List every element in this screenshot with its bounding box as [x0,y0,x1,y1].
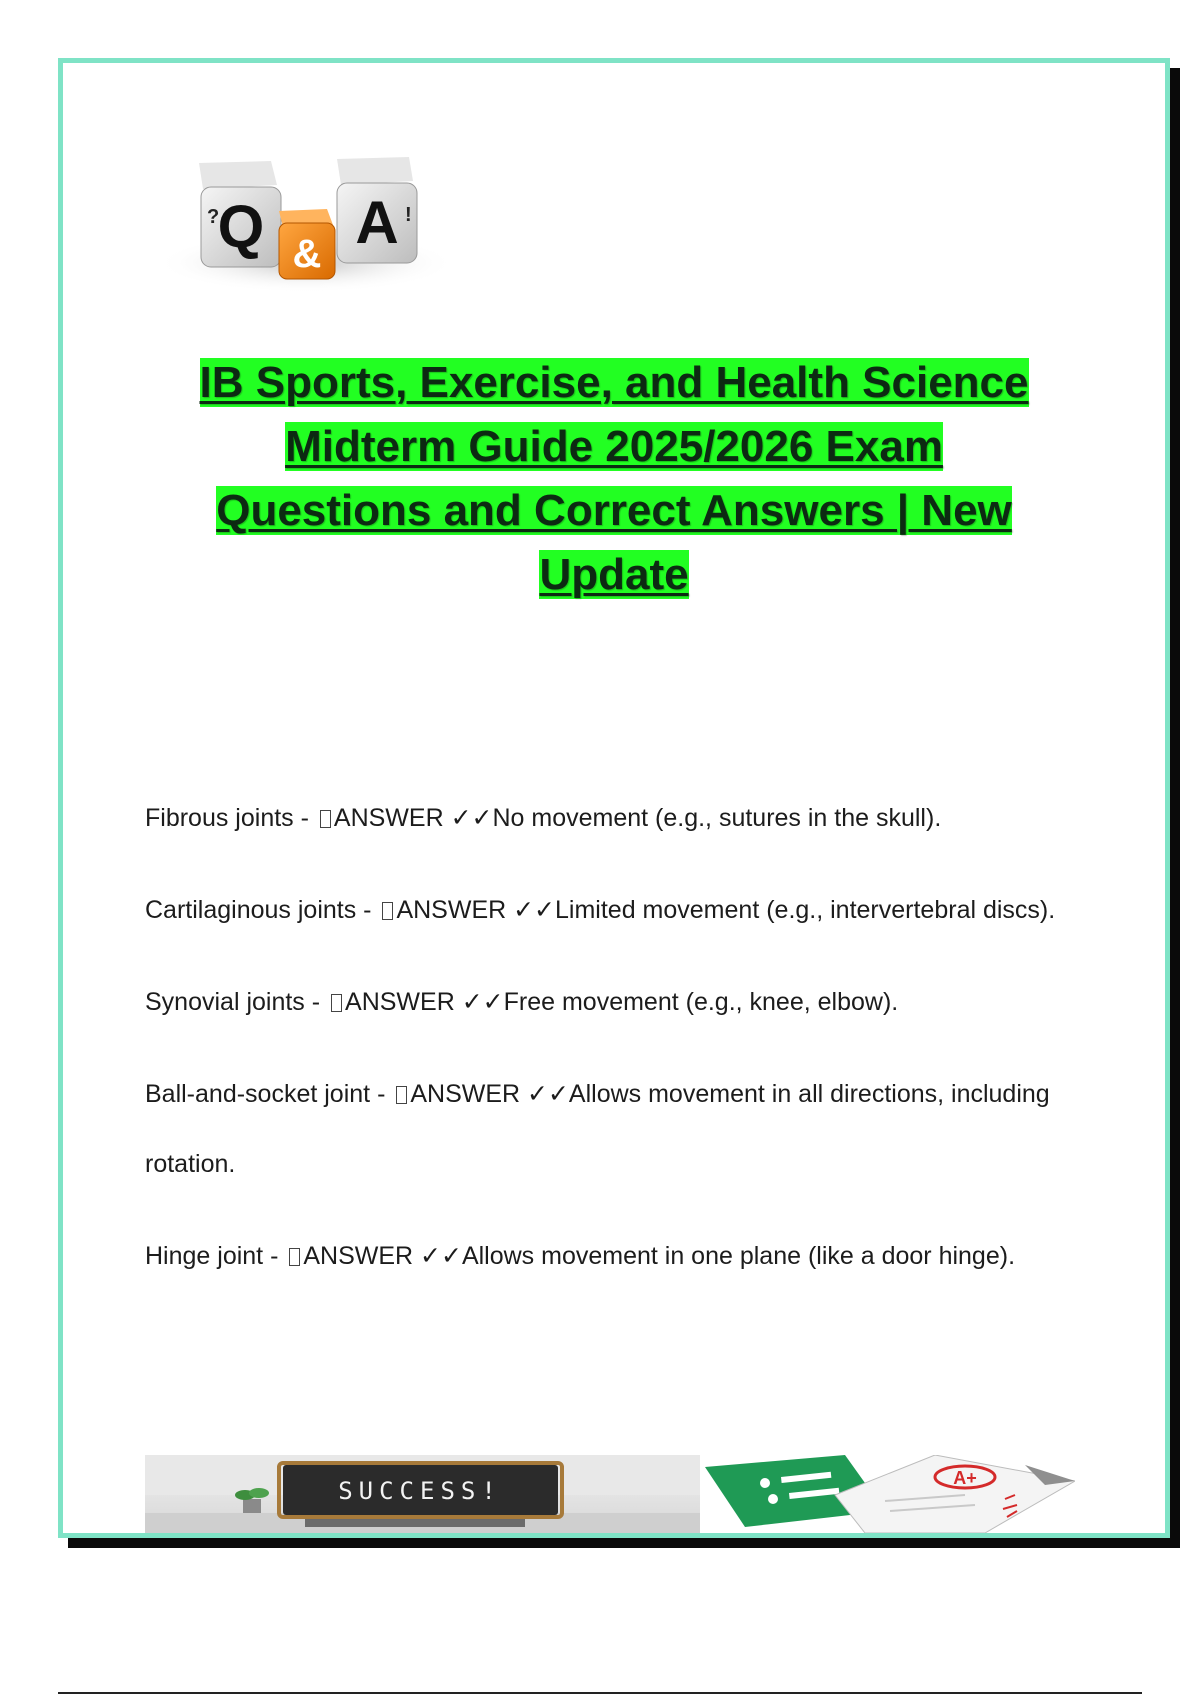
missing-glyph-icon [331,994,342,1012]
qa-answer: Limited movement (e.g., intervertebral discs). [555,896,1056,924]
qa-term: Ball-and-socket joint [145,1080,371,1108]
qa-answer: Allows movement in all directions, including rotation. [145,1080,1050,1178]
qa-term: Cartilaginous joints [145,896,357,924]
title-line-4: Update [539,550,689,599]
qa-item: Synovial joints - ANSWER ✓✓Free movement (e.g., knee, elbow). [145,988,899,1016]
success-text: SUCCESS! [338,1477,502,1505]
bottom-banner [145,1455,1075,1533]
q-die-icon [199,161,281,267]
qa-marker: ANSWER ✓✓ [333,804,493,832]
qa-item: Cartilaginous joints - ANSWER ✓✓Limited movement (e.g., intervertebral discs). [145,896,1056,924]
missing-glyph-icon [382,902,393,920]
success-photo [145,1455,700,1533]
grade-mark: A+ [953,1468,977,1488]
qa-item: Hinge joint - ANSWER ✓✓Allows movement in one plane (like a door hinge). [145,1242,1016,1270]
qa-marker: ANSWER ✓✓ [303,1242,462,1270]
qa-term: Hinge joint [145,1242,264,1270]
missing-glyph-icon [289,1248,300,1266]
svg-text:?: ? [207,206,220,228]
qa-answer: No movement (e.g., sutures in the skull). [492,804,942,832]
graded-paper-icon [835,1455,1075,1533]
qa-dice-logo [151,123,451,313]
qa-marker: ANSWER ✓✓ [410,1080,569,1108]
qa-marker: ANSWER ✓✓ [345,988,504,1016]
a-die-icon [337,157,417,263]
svg-text:!: ! [405,204,412,226]
q-letter: Q [217,193,265,260]
qa-list [145,783,1125,1313]
ampersand-letter: & [292,232,322,276]
ampersand-die-icon [279,209,335,279]
page-frame [58,58,1170,1538]
title-line-2: Midterm Guide 2025/2026 Exam [285,422,943,471]
title-line-3: Questions and Correct Answers | New [216,486,1012,535]
qa-term: Fibrous joints [145,804,294,832]
missing-glyph-icon [320,810,331,828]
title-line-1: IB Sports, Exercise, and Health Science [199,358,1029,407]
missing-glyph-icon [396,1086,407,1104]
qa-answer: Allows movement in one plane (like a door hinge). [461,1242,1016,1270]
qa-term: Synovial joints [145,988,305,1016]
qa-item: Ball-and-socket joint - ANSWER ✓✓Allows movement in all directions, including rotation. [145,1080,1050,1178]
a-letter: A [355,189,399,256]
footer-rule [58,1692,1142,1694]
qa-answer: Free movement (e.g., knee, elbow). [503,988,899,1016]
qa-item: Fibrous joints - ANSWER ✓✓No movement (e.g., sutures in the skull). [145,804,942,832]
qa-marker: ANSWER ✓✓ [396,896,556,924]
document-title [103,351,1125,607]
